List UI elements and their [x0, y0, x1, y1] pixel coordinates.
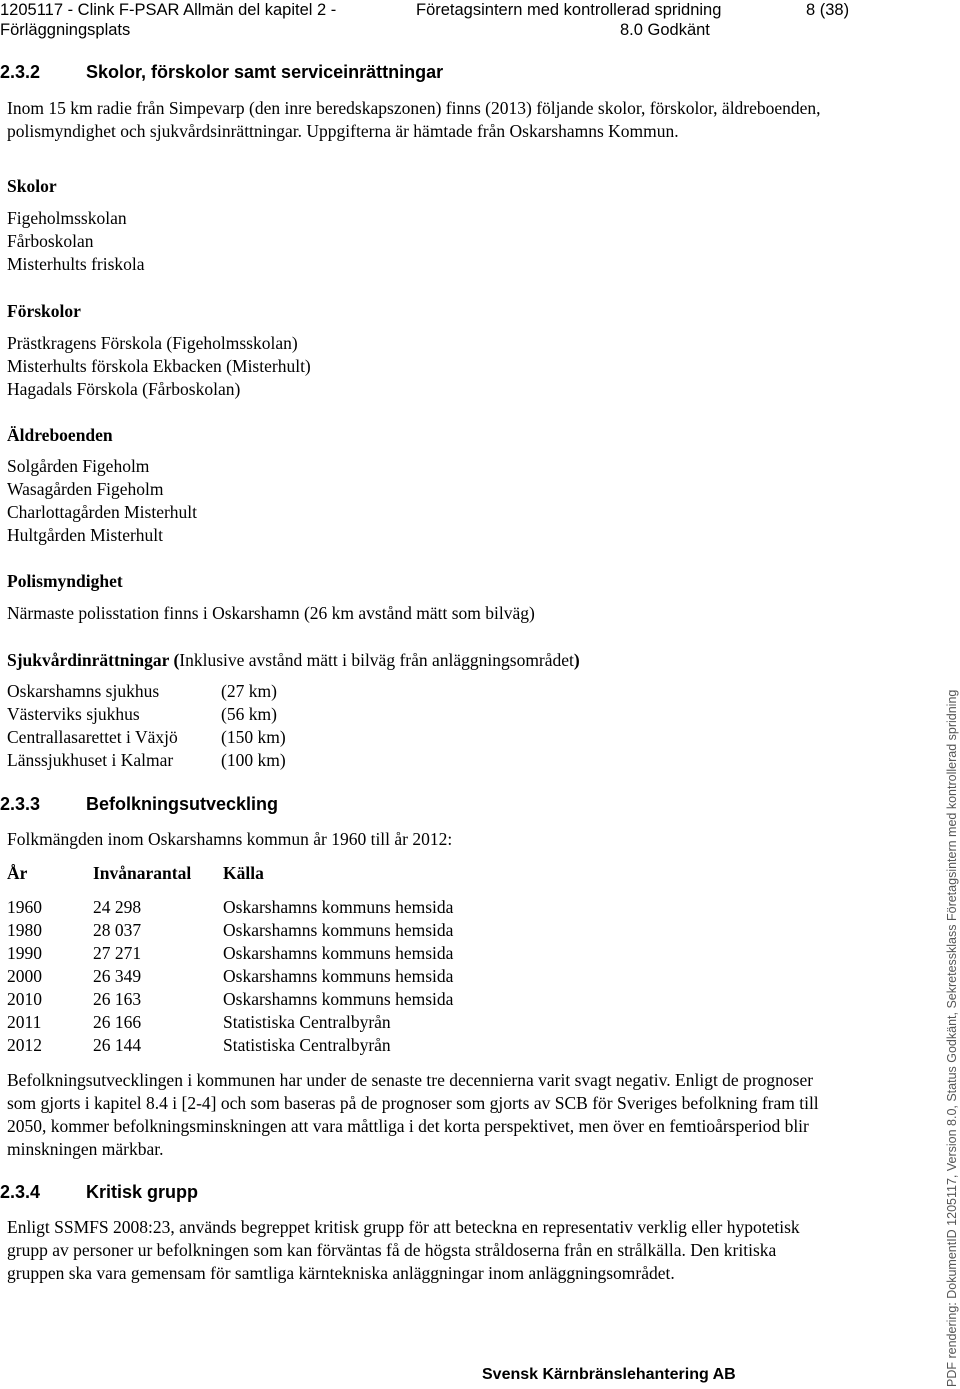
header-left	[0, 0, 336, 40]
section-number: 2.3.2	[0, 62, 41, 82]
list-item: Solgården Figeholm	[7, 456, 150, 476]
list-item: Fårboskolan	[7, 231, 94, 251]
header-page-number: 8 (38)	[806, 1, 850, 19]
header-status: 8.0 Godkänt	[620, 21, 710, 39]
table-row: 1980 28 037 Oskarshamns kommuns hemsida	[7, 920, 454, 940]
header-doc-title: 1205117 - Clink F-PSAR Allmän del kapitel 2 -	[0, 1, 337, 19]
hospital-row: Länssjukhuset i Kalmar (100 km)	[7, 750, 286, 770]
list-item: Misterhults förskola Ekbacken (Misterhult)	[7, 356, 311, 376]
section-heading-2-3-3	[0, 794, 278, 815]
table-row: 1990 27 271 Oskarshamns kommuns hemsida	[7, 943, 454, 963]
header-doc-subtitle: Förläggningsplats	[0, 21, 131, 39]
section-heading-2-3-2	[0, 62, 443, 83]
section-number: 2.3.4	[0, 1182, 41, 1202]
hospital-row: Västerviks sjukhus (56 km)	[7, 704, 277, 724]
polis-heading: Polismyndighet	[7, 571, 123, 591]
list-item: Hagadals Förskola (Fårboskolan)	[7, 379, 241, 399]
section-title: Befolkningsutveckling	[86, 794, 279, 814]
hospital-row: Oskarshamns sjukhus (27 km)	[7, 681, 277, 701]
list-item: Charlottagården Misterhult	[7, 502, 198, 522]
polis-text: Närmaste polisstation finns i Oskarshamn (26 km avstånd mätt som bilväg)	[7, 603, 535, 623]
hospital-row: Centrallasarettet i Växjö (150 km)	[7, 727, 286, 747]
vertical-rendering-note: PDF rendering: DokumentID 1205117, Version 8.0, Status Godkänt, Sekretessklass Företagsintern med kontrollerad spridning	[945, 689, 959, 1387]
sjukvard-heading: Sjukvårdinrättningar (Inklusive avstånd mätt i bilväg från anläggningsområdet)	[7, 650, 580, 670]
list-item: Hultgården Misterhult	[7, 525, 164, 545]
section-title: Kritisk grupp	[86, 1182, 199, 1202]
list-item: Wasagården Figeholm	[7, 479, 164, 499]
footer-company: Svensk Kärnbränslehantering AB	[482, 1366, 736, 1383]
hospital-list	[7, 680, 286, 772]
header-classification: Företagsintern med kontrollerad spridning	[416, 1, 722, 19]
skolor-heading: Skolor	[7, 176, 57, 196]
critical-group-paragraph: Enligt SSMFS 2008:23, används begreppet kritisk grupp för att beteckna en representativ verklig eller hypotetisk grupp av personer ur befolkningen som kan förväntas få de högsta stråldoserna från en strålkälla. Den kritiska gruppen ska vara gemensam för samtliga kärntekniska anläggningar inom anläggningsområdet.	[7, 1217, 800, 1283]
aldreboenden-heading: Äldreboenden	[7, 425, 113, 445]
table-row: 1960 24 298 Oskarshamns kommuns hemsida	[7, 897, 454, 917]
forskolor-heading: Förskolor	[7, 301, 81, 321]
list-item: Figeholmsskolan	[7, 208, 127, 228]
intro-paragraph: Inom 15 km radie från Simpevarp (den inre beredskapszonen) finns (2013) följande skolor, förskolor, äldreboenden, polismyndighet och sjukvårdsinrättningar. Uppgifterna är hämtade från Oskarshamns Kommun.	[7, 98, 821, 141]
population-paragraph: Befolkningsutvecklingen i kommunen har under de senaste tre decennierna varit svagt negativ. Enligt de prognoser som gjorts i kapitel 8.4 i [2-4] och som baseras på de prognoser som gjorts av SCB för Sveriges befolkning fram till 2050, kommer befolkningsminskningen att vara måttliga i det korta perspektivet, men över en femtioårsperiod blir minskningen märkbar.	[7, 1070, 819, 1159]
header-center	[416, 0, 721, 40]
table-row: 2000 26 349 Oskarshamns kommuns hemsida	[7, 966, 454, 986]
table-row: 2011 26 166 Statistiska Centralbyrån	[7, 1012, 391, 1032]
section-number: 2.3.3	[0, 794, 41, 814]
population-intro: Folkmängden inom Oskarshamns kommun år 1960 till år 2012:	[7, 829, 453, 849]
table-row: 2010 26 163 Oskarshamns kommuns hemsida	[7, 989, 454, 1009]
table-row: 2012 26 144 Statistiska Centralbyrån	[7, 1035, 391, 1055]
population-table-header: År Invånarantal Källa	[7, 863, 264, 883]
list-item: Prästkragens Förskola (Figeholmsskolan)	[7, 333, 298, 353]
section-heading-2-3-4	[0, 1182, 198, 1203]
list-item: Misterhults friskola	[7, 254, 145, 274]
section-title: Skolor, förskolor samt serviceinrättningar	[86, 62, 444, 82]
